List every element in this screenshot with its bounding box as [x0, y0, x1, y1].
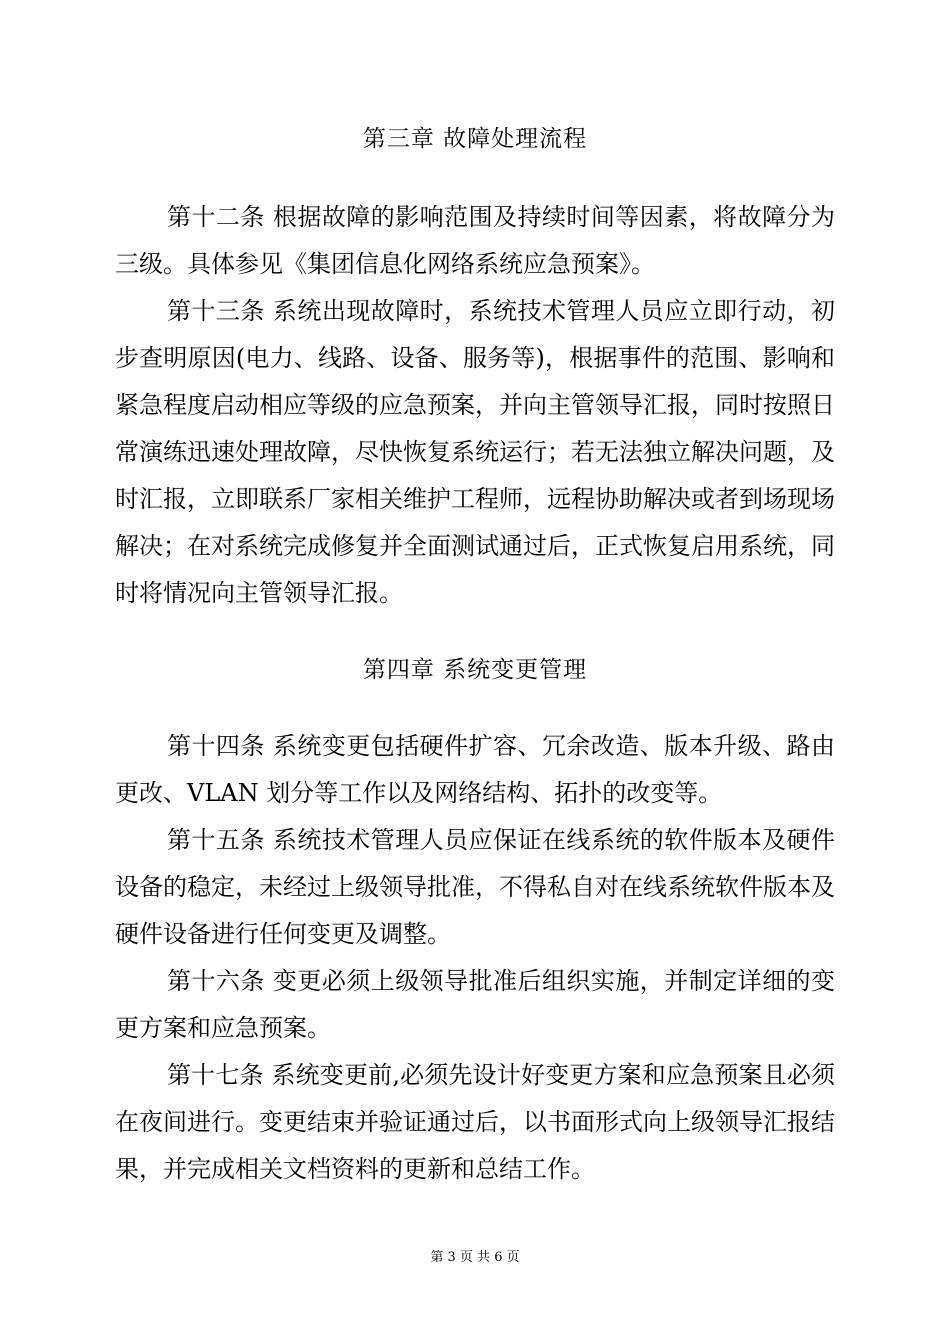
- article-16-paragraph: 第十六条 变更必须上级领导批准后组织实施，并制定详细的变更方案和应急预案。: [115, 967, 835, 1042]
- article-15-paragraph: 第十五条 系统技术管理人员应保证在线系统的软件版本及硬件设备的稳定，未经过上级领导批准，不得私自对在线系统软件版本及硬件设备进行任何变更及调整。: [115, 826, 835, 948]
- page-number-footer: 第 3 页 共 6 页: [430, 1250, 520, 1265]
- article-14-paragraph: 第十四条 系统变更包括硬件扩容、冗余改造、版本升级、路由更改、VLAN 划分等工作以及网络结构、拓扑的改变等。: [115, 732, 835, 807]
- article-17-paragraph: 第十七条 系统变更前,必须先设计好变更方案和应急预案且必须在夜间进行。变更结束并验证通过后，以书面形式向上级领导汇报结果，并完成相关文档资料的更新和总结工作。: [115, 1061, 835, 1183]
- chapter-4-heading: 第四章 系统变更管理: [362, 657, 588, 683]
- article-13-paragraph: 第十三条 系统出现故障时，系统技术管理人员应立即行动，初步查明原因(电力、线路、设备、服务等)，根据事件的范围、影响和紧急程度启动相应等级的应急预案，并向主管领导汇报，同时按照日常演练迅速处理故障，尽快恢复系统运行；若无法独立解决问题，及时汇报，立即联系厂家相关维护工程师，远程协助解决或者到场现场解决；在对系统完成修复并全面测试通过后，正式恢复启用系统，同时将情况向主管领导汇报。: [115, 297, 835, 607]
- chapter-3-heading: 第三章 故障处理流程: [362, 126, 588, 152]
- article-12-paragraph: 第十二条 根据故障的影响范围及持续时间等因素，将故障分为三级。具体参见《集团信息化网络系统应急预案》。: [115, 203, 835, 278]
